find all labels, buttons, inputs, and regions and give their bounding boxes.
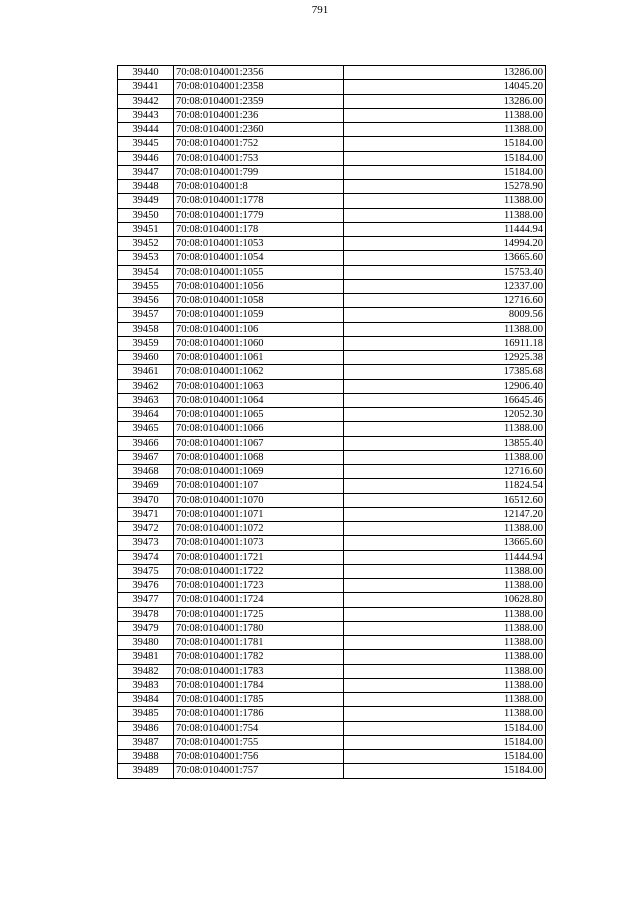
row-number-cell: 39460 (118, 351, 174, 365)
table-row (118, 108, 546, 122)
cadastral-number-cell: 70:08:0104001:1055 (174, 265, 344, 279)
value-cell: 13665.60 (344, 251, 546, 265)
row-number-cell: 39489 (118, 764, 174, 778)
row-number-cell: 39483 (118, 678, 174, 692)
cadastral-number-cell: 70:08:0104001:754 (174, 721, 344, 735)
value-cell: 11388.00 (344, 607, 546, 621)
cadastral-number-cell: 70:08:0104001:1073 (174, 536, 344, 550)
cadastral-number-cell: 70:08:0104001:178 (174, 222, 344, 236)
table-row (118, 522, 546, 536)
row-number-cell: 39462 (118, 379, 174, 393)
table-row (118, 650, 546, 664)
table-row (118, 94, 546, 108)
cadastral-number-cell: 70:08:0104001:1786 (174, 707, 344, 721)
table-row (118, 151, 546, 165)
value-cell: 17385.68 (344, 365, 546, 379)
table-row (118, 678, 546, 692)
cadastral-number-cell: 70:08:0104001:755 (174, 735, 344, 749)
value-cell: 15184.00 (344, 165, 546, 179)
cadastral-number-cell: 70:08:0104001:236 (174, 108, 344, 122)
value-cell: 11388.00 (344, 636, 546, 650)
value-cell: 12716.60 (344, 465, 546, 479)
value-cell: 11388.00 (344, 707, 546, 721)
table-row (118, 764, 546, 778)
table-row (118, 80, 546, 94)
cadastral-number-cell: 70:08:0104001:8 (174, 180, 344, 194)
table-row (118, 621, 546, 635)
cadastral-number-cell: 70:08:0104001:1781 (174, 636, 344, 650)
cadastral-number-cell: 70:08:0104001:106 (174, 322, 344, 336)
table-row (118, 507, 546, 521)
value-cell: 11388.00 (344, 678, 546, 692)
table-row (118, 336, 546, 350)
table-row (118, 379, 546, 393)
value-cell: 11388.00 (344, 693, 546, 707)
value-cell: 12337.00 (344, 279, 546, 293)
row-number-cell: 39482 (118, 664, 174, 678)
cadastral-number-cell: 70:08:0104001:2360 (174, 123, 344, 137)
cadastral-number-cell: 70:08:0104001:757 (174, 764, 344, 778)
cadastral-number-cell: 70:08:0104001:1058 (174, 294, 344, 308)
table-row (118, 450, 546, 464)
data-table (117, 65, 546, 779)
value-cell: 14994.20 (344, 237, 546, 251)
row-number-cell: 39481 (118, 650, 174, 664)
cadastral-number-cell: 70:08:0104001:753 (174, 151, 344, 165)
row-number-cell: 39469 (118, 479, 174, 493)
row-number-cell: 39445 (118, 137, 174, 151)
table-row (118, 222, 546, 236)
row-number-cell: 39468 (118, 465, 174, 479)
table-row (118, 564, 546, 578)
table-row (118, 636, 546, 650)
value-cell: 11388.00 (344, 194, 546, 208)
cadastral-number-cell: 70:08:0104001:1065 (174, 408, 344, 422)
value-cell: 11388.00 (344, 450, 546, 464)
value-cell: 11388.00 (344, 108, 546, 122)
cadastral-number-cell: 70:08:0104001:1778 (174, 194, 344, 208)
row-number-cell: 39473 (118, 536, 174, 550)
table-row (118, 579, 546, 593)
cadastral-number-cell: 70:08:0104001:1724 (174, 593, 344, 607)
row-number-cell: 39471 (118, 507, 174, 521)
row-number-cell: 39455 (118, 279, 174, 293)
row-number-cell: 39454 (118, 265, 174, 279)
table-row (118, 735, 546, 749)
value-cell: 15184.00 (344, 137, 546, 151)
value-cell: 13855.40 (344, 436, 546, 450)
row-number-cell: 39452 (118, 237, 174, 251)
row-number-cell: 39484 (118, 693, 174, 707)
row-number-cell: 39456 (118, 294, 174, 308)
value-cell: 11388.00 (344, 664, 546, 678)
value-cell: 11388.00 (344, 208, 546, 222)
cadastral-number-cell: 70:08:0104001:1064 (174, 393, 344, 407)
cadastral-number-cell: 70:08:0104001:2359 (174, 94, 344, 108)
value-cell: 15184.00 (344, 764, 546, 778)
table-row (118, 479, 546, 493)
table-row (118, 208, 546, 222)
value-cell: 11388.00 (344, 621, 546, 635)
row-number-cell: 39478 (118, 607, 174, 621)
row-number-cell: 39480 (118, 636, 174, 650)
value-cell: 13286.00 (344, 66, 546, 80)
table-row (118, 693, 546, 707)
table-row (118, 251, 546, 265)
cadastral-number-cell: 70:08:0104001:1072 (174, 522, 344, 536)
row-number-cell: 39472 (118, 522, 174, 536)
value-cell: 11444.94 (344, 222, 546, 236)
value-cell: 12147.20 (344, 507, 546, 521)
row-number-cell: 39440 (118, 66, 174, 80)
row-number-cell: 39443 (118, 108, 174, 122)
table-body (118, 66, 546, 779)
cadastral-number-cell: 70:08:0104001:1068 (174, 450, 344, 464)
table-row (118, 750, 546, 764)
cadastral-number-cell: 70:08:0104001:1056 (174, 279, 344, 293)
cadastral-number-cell: 70:08:0104001:756 (174, 750, 344, 764)
value-cell: 16911.18 (344, 336, 546, 350)
row-number-cell: 39464 (118, 408, 174, 422)
row-number-cell: 39442 (118, 94, 174, 108)
value-cell: 12052.30 (344, 408, 546, 422)
cadastral-number-cell: 70:08:0104001:2358 (174, 80, 344, 94)
table-row (118, 66, 546, 80)
cadastral-number-cell: 70:08:0104001:2356 (174, 66, 344, 80)
cadastral-number-cell: 70:08:0104001:1059 (174, 308, 344, 322)
row-number-cell: 39448 (118, 180, 174, 194)
value-cell: 10628.80 (344, 593, 546, 607)
row-number-cell: 39453 (118, 251, 174, 265)
row-number-cell: 39447 (118, 165, 174, 179)
row-number-cell: 39441 (118, 80, 174, 94)
value-cell: 12925.38 (344, 351, 546, 365)
page-number: 791 (311, 4, 329, 16)
table-row (118, 707, 546, 721)
value-cell: 11388.00 (344, 564, 546, 578)
table-row (118, 493, 546, 507)
cadastral-number-cell: 70:08:0104001:1785 (174, 693, 344, 707)
cadastral-number-cell: 70:08:0104001:1779 (174, 208, 344, 222)
table-row (118, 322, 546, 336)
table-row (118, 550, 546, 564)
row-number-cell: 39451 (118, 222, 174, 236)
table-row (118, 607, 546, 621)
table-row (118, 265, 546, 279)
row-number-cell: 39446 (118, 151, 174, 165)
value-cell: 11388.00 (344, 650, 546, 664)
cadastral-number-cell: 70:08:0104001:1062 (174, 365, 344, 379)
value-cell: 15184.00 (344, 151, 546, 165)
table-row (118, 664, 546, 678)
row-number-cell: 39463 (118, 393, 174, 407)
table-row (118, 180, 546, 194)
value-cell: 11388.00 (344, 579, 546, 593)
row-number-cell: 39444 (118, 123, 174, 137)
cadastral-number-cell: 70:08:0104001:1053 (174, 237, 344, 251)
row-number-cell: 39465 (118, 422, 174, 436)
cadastral-number-cell: 70:08:0104001:1722 (174, 564, 344, 578)
row-number-cell: 39459 (118, 336, 174, 350)
row-number-cell: 39476 (118, 579, 174, 593)
row-number-cell: 39479 (118, 621, 174, 635)
row-number-cell: 39449 (118, 194, 174, 208)
cadastral-number-cell: 70:08:0104001:1780 (174, 621, 344, 635)
cadastral-number-cell: 70:08:0104001:1066 (174, 422, 344, 436)
row-number-cell: 39470 (118, 493, 174, 507)
table-row (118, 351, 546, 365)
cadastral-number-cell: 70:08:0104001:1070 (174, 493, 344, 507)
cadastral-number-cell: 70:08:0104001:1784 (174, 678, 344, 692)
row-number-cell: 39485 (118, 707, 174, 721)
row-number-cell: 39475 (118, 564, 174, 578)
value-cell: 15278.90 (344, 180, 546, 194)
table-row (118, 194, 546, 208)
table-row (118, 721, 546, 735)
table-row (118, 393, 546, 407)
table-row (118, 593, 546, 607)
cadastral-number-cell: 70:08:0104001:107 (174, 479, 344, 493)
table-row (118, 408, 546, 422)
value-cell: 13286.00 (344, 94, 546, 108)
cadastral-number-cell: 70:08:0104001:1054 (174, 251, 344, 265)
row-number-cell: 39486 (118, 721, 174, 735)
row-number-cell: 39457 (118, 308, 174, 322)
value-cell: 15184.00 (344, 735, 546, 749)
table-row (118, 536, 546, 550)
value-cell: 15184.00 (344, 750, 546, 764)
value-cell: 11388.00 (344, 123, 546, 137)
value-cell: 16512.60 (344, 493, 546, 507)
table-row (118, 279, 546, 293)
row-number-cell: 39466 (118, 436, 174, 450)
cadastral-number-cell: 70:08:0104001:1782 (174, 650, 344, 664)
value-cell: 12716.60 (344, 294, 546, 308)
table-row (118, 123, 546, 137)
value-cell: 11388.00 (344, 322, 546, 336)
cadastral-number-cell: 70:08:0104001:1061 (174, 351, 344, 365)
value-cell: 13665.60 (344, 536, 546, 550)
table-row (118, 422, 546, 436)
row-number-cell: 39487 (118, 735, 174, 749)
table-row (118, 294, 546, 308)
value-cell: 11388.00 (344, 422, 546, 436)
table-row (118, 365, 546, 379)
cadastral-number-cell: 70:08:0104001:1060 (174, 336, 344, 350)
value-cell: 15753.40 (344, 265, 546, 279)
table-row (118, 436, 546, 450)
cadastral-number-cell: 70:08:0104001:1071 (174, 507, 344, 521)
row-number-cell: 39461 (118, 365, 174, 379)
row-number-cell: 39450 (118, 208, 174, 222)
value-cell: 14045.20 (344, 80, 546, 94)
row-number-cell: 39477 (118, 593, 174, 607)
table-row (118, 465, 546, 479)
cadastral-number-cell: 70:08:0104001:799 (174, 165, 344, 179)
cadastral-number-cell: 70:08:0104001:1069 (174, 465, 344, 479)
cadastral-number-cell: 70:08:0104001:1067 (174, 436, 344, 450)
row-number-cell: 39474 (118, 550, 174, 564)
table-row (118, 137, 546, 151)
value-cell: 12906.40 (344, 379, 546, 393)
value-cell: 8009.56 (344, 308, 546, 322)
cadastral-number-cell: 70:08:0104001:752 (174, 137, 344, 151)
cadastral-number-cell: 70:08:0104001:1723 (174, 579, 344, 593)
value-cell: 11824.54 (344, 479, 546, 493)
value-cell: 11444.94 (344, 550, 546, 564)
cadastral-number-cell: 70:08:0104001:1063 (174, 379, 344, 393)
row-number-cell: 39488 (118, 750, 174, 764)
table-row (118, 165, 546, 179)
table-row (118, 237, 546, 251)
value-cell: 16645.46 (344, 393, 546, 407)
value-cell: 15184.00 (344, 721, 546, 735)
cadastral-number-cell: 70:08:0104001:1725 (174, 607, 344, 621)
cadastral-number-cell: 70:08:0104001:1783 (174, 664, 344, 678)
table-row (118, 308, 546, 322)
row-number-cell: 39467 (118, 450, 174, 464)
value-cell: 11388.00 (344, 522, 546, 536)
cadastral-number-cell: 70:08:0104001:1721 (174, 550, 344, 564)
row-number-cell: 39458 (118, 322, 174, 336)
